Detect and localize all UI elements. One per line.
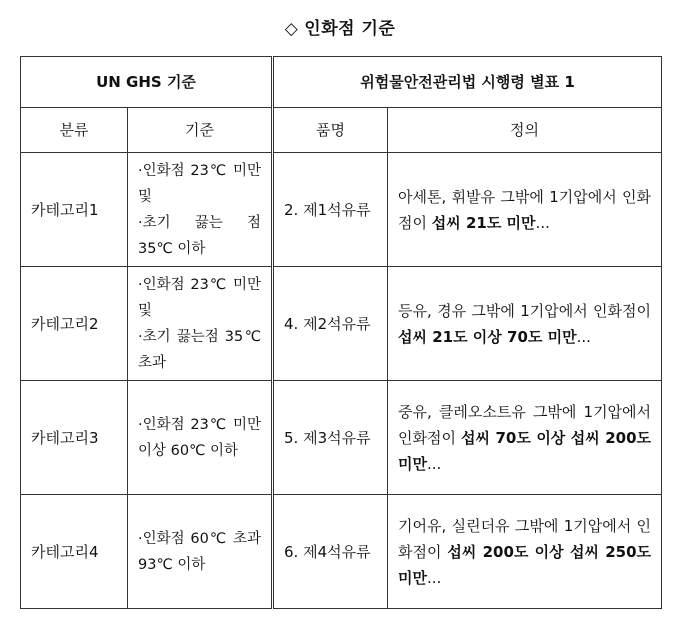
- flash-point-standards-table: [20, 56, 662, 609]
- category-cell: 카테고리3: [21, 381, 128, 495]
- definition-bold: 섭씨 70도 이상 섭씨 200도 미만: [398, 428, 652, 473]
- criteria-line: ·인화점 23℃ 미만 이상 60℃ 이하: [138, 416, 262, 459]
- definition-cell: [388, 381, 662, 495]
- title-text: 인화점 기준: [304, 19, 396, 39]
- page-title: [0, 14, 680, 39]
- criteria-line: ·초기 끓는 점 35℃ 이하: [138, 214, 262, 257]
- definition-text: 중유, 클레오소트유 그밖에 1기압에서 인화점이: [398, 402, 652, 447]
- criteria-line: ·초기 끓는점 35℃ 초과: [138, 328, 262, 371]
- criteria-cell: [128, 267, 273, 381]
- table-row: [21, 381, 662, 495]
- criteria-cell: [128, 153, 273, 267]
- definition-cell: [388, 495, 662, 609]
- col-header-item: 품명: [273, 108, 388, 153]
- category-cell: 카테고리1: [21, 153, 128, 267]
- criteria-cell: [128, 495, 273, 609]
- definition-tail: ...: [576, 327, 591, 346]
- definition-bold: 섭씨 200도 이상 섭씨 250도 미만: [398, 542, 652, 587]
- criteria-line: ·인화점 60℃ 초과 93℃ 이하: [138, 530, 262, 573]
- criteria-line: ·인화점 23℃ 미만 및: [138, 276, 262, 319]
- definition-text: 기어유, 실린더유 그밖에 1기압에서 인화점이: [398, 516, 652, 561]
- table-row: [21, 495, 662, 609]
- group-header-row: [21, 57, 662, 108]
- category-cell: 카테고리4: [21, 495, 128, 609]
- col-header-category: 분류: [21, 108, 128, 153]
- item-cell: 2. 제1석유류: [273, 153, 388, 267]
- category-cell: 카테고리2: [21, 267, 128, 381]
- definition-bold: 섭씨 21도 이상 70도 미만: [398, 327, 577, 346]
- definition-bold: 섭씨 21도 미만: [431, 213, 536, 232]
- criteria-cell: [128, 381, 273, 495]
- col-header-criteria: 기준: [128, 108, 273, 153]
- col-header-definition: 정의: [388, 108, 662, 153]
- column-header-row: [21, 108, 662, 153]
- item-cell: 6. 제4석유류: [273, 495, 388, 609]
- definition-tail: ...: [427, 454, 442, 473]
- definition-text: 등유, 경유 그밖에 1기압에서 인화점이: [398, 301, 652, 320]
- diamond-icon: ◇: [284, 19, 299, 39]
- definition-tail: ...: [427, 568, 442, 587]
- definition-cell: [388, 267, 662, 381]
- domestic-law-header: 위험물안전관리법 시행령 별표 1: [273, 57, 662, 108]
- item-cell: 4. 제2석유류: [273, 267, 388, 381]
- table-row: [21, 267, 662, 381]
- table-row: [21, 153, 662, 267]
- un-ghs-header: UN GHS 기준: [21, 57, 273, 108]
- definition-tail: ...: [535, 213, 550, 232]
- criteria-line: ·인화점 23℃ 미만 및: [138, 162, 262, 205]
- definition-cell: [388, 153, 662, 267]
- definition-text: 아세톤, 휘발유 그밖에 1기압에서 인화점이: [398, 187, 652, 232]
- item-cell: 5. 제3석유류: [273, 381, 388, 495]
